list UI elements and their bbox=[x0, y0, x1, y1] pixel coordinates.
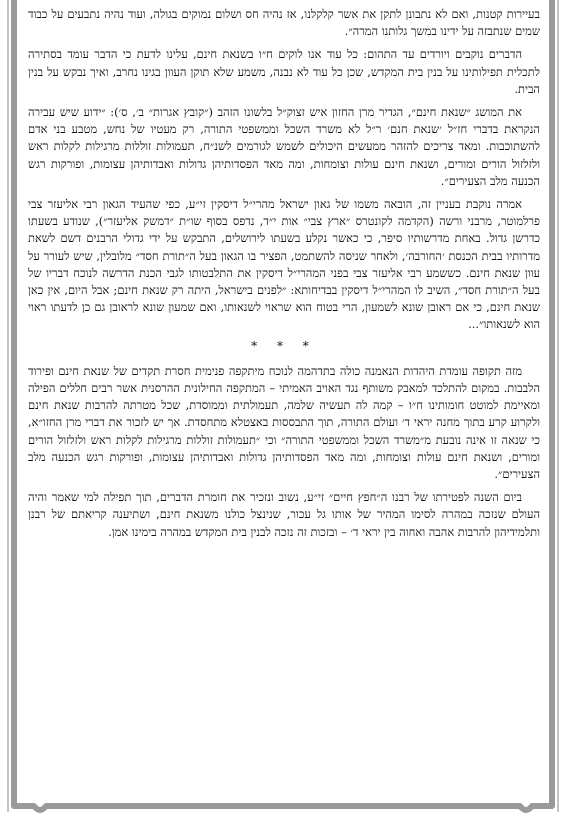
paragraph-1: בעיירות קטנות, ואם לא נתבונן לתקן את אשר קלקלנו, אז נהיה חס ושלום נמוקים בגולה, ועוד נהיה נתבעים על כבוד שמים שנתבזה על ידינו במשך גלותנו המרה״. bbox=[28, 7, 540, 39]
paragraph-3: את המושג ״שנאת חינם״, הגדיר מרן החזון איש זצוק״ל בלשונו הזהב (״קובץ אגרות״ ב׳, ס׳): ״ידוע שיש עבירה הנקראת בדברי חז״ל ׳שנאת חנם׳ ר״ל לא משרד השכל וממשפטי התורה, רק מעטיו של נחש, מטבע בני אדם להשתוכבות. ומאד צריכים להזהר ממעשים היכולים לשמש לגורמים לשנ״ח, תעמולות זוללות מרגילות לקלות ראש ולזלזול הורים ומורים, ושנאת חינם עולות וצומחות, ומה מאד הפסדותיהן גדולות ואבדותיהן עצומות, ופורקות רגש הכנעה מלב הצעירים״. bbox=[28, 105, 540, 188]
paragraph-2: הדברים נוקבים ויורדים עד התהום: כל עוד אנו לוקים ח״ו בשנאת חינם, עלינו לדעת כי הדבר עומד בסתירה לתכלית תפילותינו על בנין בית המקדש, שכן כל עוד לא נבנה, משמע שלא תוקן העוון בגינו נחרב, ואיך נבקש על בנין הבית. bbox=[28, 47, 540, 96]
document-body bbox=[28, 6, 540, 806]
paragraph-4: אמרה נוקבת בעניין זה, הובאה משמו של גאון ישראל מהרי״ל דיסקין זי״ע, כפי שהעיד הגאון רבי אליעזר צבי פרלמוטר, מרבני ורשה (הקדמה לקונטרס ״ארץ צבי״ אות י״ד, נדפס בסוף שו״ת ״דמשק אליעזר״), שנודע בשעתו כדרשן גדול. באחת מדרשותיו סיפר, כי כאשר נקלע בשעתו לירושלים, התבקש על ידי גדולי הרבנים דשם לשאת מדרותיו בבית הכנסת ׳החורבה׳, ולאחר שניסה להשתמט, הפציר בו הגאון בעל ה״תורת חסד״ מלובלין, שיש לעורר על עוון שנאת חינם. כששמע רבי אליעזר צבי בפני המהרי״ל דיסקין את התלבטותו לגבי הכנת הדרשה לנוכח דבריו של בעל ה״תורת חסד״, השיב לו המהרי״ל דיסקין בבדיחותא: ״לפנים בישראל, היתה רק שנאת חינם; אבל היום, אין כאן שנאת חינם, כי אם ראובן שונא לשמעון, הרי בטוח הוא שראוי לשנאותו, ואם שמעון שונא לראובן גם כן לדעתו ראוי הוא לשנאותו״... bbox=[28, 197, 540, 332]
paragraph-5: מזה תקופה עומדת היהדות הנאמנה כולה בתדהמה לנוכח מיתקפה פנימית חסרת תקדים של שנאת חינם ופירוד הלבבות. במקום להתלכד למאבק משותף נגד האויב האמיתי – המתקפה החילונית ההרסנית אשר רבים חללים הפילה ומאיימת למוטט חומותינו ח״ו – קמה לה תעשיה שלמה, תעמולתית וממוסדת, שכל מטרתה להרבות שנאת חינם ולקרוע קרע בתוך מחנה יראי ד׳ ועולם התורה, תוך התבססות באצטלא מתחסדת. אך יש לזכור את דברי מרן החזו״א, כי שנאה זו אינה נובעת מ״משרד השכל וממשפטי התורה״ וכי ״תעמולות זוללות מרגילות לקלות ראש ולזלזול הורים ומורים, ושנאת חינם עולות וצומחות, ומה מאד הפסדותיהן גדולות ואבדותיהן עצומות, ופורקות רגש הכנעה מלב הצעירים״. bbox=[28, 363, 540, 482]
section-separator: * * * bbox=[251, 338, 317, 353]
paragraph-6: ביום השנה לפטירתו של רבנו ה״חפץ חיים״ זי״ע, נשוב ונזכיר את חומרת הדברים, תוך תפילה למי שאמר והיה העולם שנזכה במהרה לסימו המהיר של אותו גל עכור, שנינצל כולנו משנאת חינם, ושתיענה קריאתם של רבנן ותלמידיהון להרבות אהבה ואחוה בין יראי ד׳ – ובזכות זה נזכה לבנין בית המקדש במהרה בימינו אמן. bbox=[28, 490, 540, 539]
